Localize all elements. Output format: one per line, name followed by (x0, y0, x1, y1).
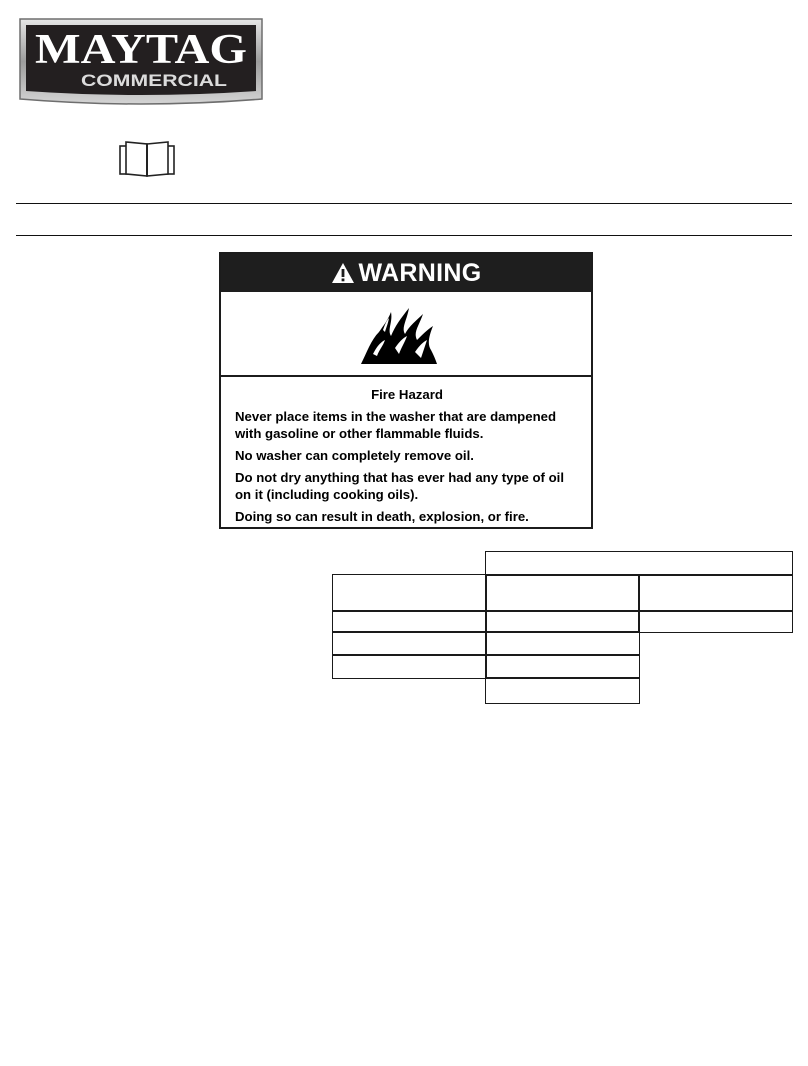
table-cell (485, 677, 640, 704)
table-cell (485, 610, 640, 633)
table-header-cell (638, 574, 793, 612)
warning-text-block (221, 377, 591, 525)
table-cell (332, 631, 487, 656)
flame-symbol-area (221, 292, 591, 377)
warning-header (221, 254, 591, 292)
warning-line: No washer can completely remove oil. (235, 448, 474, 463)
table-cell (485, 654, 640, 679)
logo-brand-text: MAYTAG (35, 27, 247, 73)
header-rule-top (16, 203, 792, 204)
warning-title: WARNING (358, 258, 482, 287)
table-header-cell (485, 574, 640, 612)
table-cell (485, 631, 640, 656)
manual-book-icon (118, 140, 176, 178)
table-cell (332, 610, 487, 633)
table-cell (332, 654, 487, 679)
fire-hazard-warning-box (219, 252, 593, 529)
warning-line: Do not dry anything that has ever had any type of oil on it (including cooking oils). (235, 470, 564, 502)
hazard-title: Fire Hazard (371, 387, 443, 402)
fire-flame-icon (357, 302, 441, 366)
maytag-commercial-logo (16, 17, 266, 107)
header-rule-bottom (16, 235, 792, 236)
warning-triangle-icon (331, 262, 355, 284)
warning-line: Never place items in the washer that are dampened with gasoline or other flammable fluids. (235, 409, 557, 441)
logo-sub-text: COMMERCIAL (81, 71, 227, 90)
table-cell (638, 610, 793, 633)
warning-line: Doing so can result in death, explosion, or fire. (235, 509, 529, 524)
table-header-cell (332, 574, 487, 612)
table-header-span (485, 551, 793, 576)
